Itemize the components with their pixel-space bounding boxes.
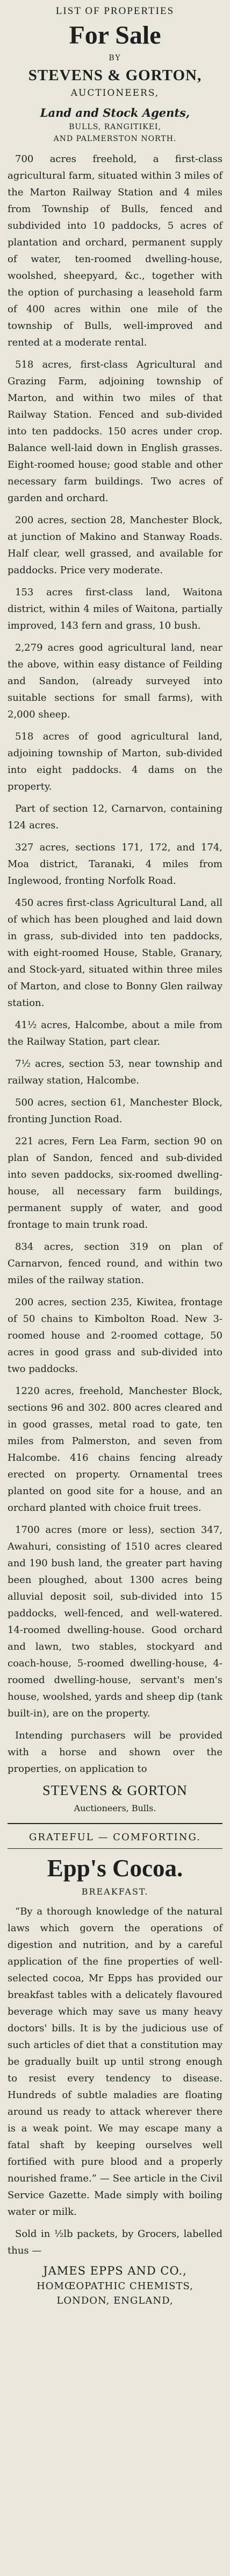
listing-14: 834 acres, section 319 on plan of Carnarvon, fenced round, and within two miles of the railway station. — [8, 1241, 222, 1286]
cocoa-body: “By a thorough knowledge of the natural laws which govern the operations of digestion and nutrition, and by a careful application of the fine properties of well-selected cocoa, Mr Epps has provided our breakfast tables with a delicately flavoured beverage which may save us many heavy doctors' bills. It is by the judicious use of such articles of diet that a constitution may be gradually built up until strong enough to resist every tendency to disease. Hundreds of subtle maladies are floating around us ready to attack wherever there is a weak point. We may escape many a fatal shaft by keeping ourselves well fortified with pure blood and a properly nourished frame.” — See article in the Civil Service Gazette. Made simply with boiling water or milk. — [8, 1906, 222, 2218]
listing-16: 1220 acres, freehold, Manchester Block, sections 96 and 302. 800 acres cleared and in good grasses, metal road to gate, ten miles from Palmerston, and seven from Halcombe. 416 chains fencing already erected on property. Ornamental trees planted on good site for a house, and an orchard planted with choice fruit trees. — [8, 1385, 222, 1514]
listing-11: 7½ acres, section 53, near township and railway station, Halcombe. — [8, 1058, 222, 1086]
listing-17: 1700 acres (more or less), section 347, Awahuri, consisting of 1510 acres cleared and 190 bush land, the greater part having been ploughed, about 1300 acres being alluvial deposit soil, sub-divided into 15 paddocks, well-fenced, and well-watered. 14-roomed dwelling-house. Good orchard and lawn, two stables, stockyard and coach-house, 5-roomed dwelling-house, 4-roomed dwelling-house, servant's men's house, woolshed, yards and sheep dip (tank built-in), are on the property. — [8, 1524, 222, 1719]
land-agents-label: Land and Stock Agents, — [40, 106, 190, 119]
listing-7: Part of section 12, Carnarvon, containing 124 acres. — [8, 803, 222, 831]
listing-4: 153 acres first-class land, Waitona district, within 4 miles of Waitona, partially improved, 143 fern and grass, 10 bush. — [8, 587, 222, 631]
maker-name: JAMES EPPS AND CO., — [43, 2264, 187, 2277]
for-sale-title: For Sale — [69, 21, 161, 50]
section-divider — [8, 1823, 222, 1824]
listing-13: 221 acres, Fern Lea Farm, section 90 on plan of Sandon, fenced and sub-divided into seven paddocks, six-roomed dwelling-house, all necessary farm buildings, permanent supply of water, and good frontage to main trunk road. — [8, 1136, 222, 1230]
footer-auctioneers: Auctioneers, Bulls. — [74, 1803, 156, 1813]
properties-advertisement — [8, 5, 222, 143]
cocoa-advertisement — [8, 1832, 222, 2306]
auctioneers-label: AUCTIONEERS, — [70, 88, 160, 98]
firm-name: STEVENS & GORTON, — [28, 67, 202, 84]
cocoa-sold: Sold in ½lb packets, by Grocers, labelled thus — — [8, 2228, 222, 2256]
cocoa-tagline: GRATEFUL — COMFORTING. — [29, 1832, 201, 1843]
listing-8: 327 acres, sections 171, 172, and 174, Moa district, Taranaki, 4 miles from Inglewood, fronting Norfolk Road. — [8, 842, 222, 886]
listing-3: 200 acres, section 28, Manchester Block, at junction of Makino and Stanway Roads. Half clear, well grassed, and available for paddocks. Price very moderate. — [8, 515, 222, 576]
homeopathic-label: HOMŒOPATHIC CHEMISTS, — [37, 2281, 193, 2292]
list-label: LIST OF PROPERTIES — [55, 5, 175, 17]
cocoa-divider — [8, 1848, 222, 1849]
location-line-1: BULLS, RANGITIKEI, — [69, 123, 161, 131]
by-label: BY — [109, 54, 121, 62]
listing-5: 2,279 acres good agricultural land, near the above, within easy distance of Feilding and Sandon, (already surveyed into suitable sections for small farms), with 2,000 sheep. — [8, 642, 222, 720]
footer-firm-name: STEVENS & GORTON — [42, 1783, 188, 1798]
breakfast-label: BREAKFAST. — [81, 1887, 149, 1897]
location-line-2: AND PALMERSTON NORTH. — [53, 135, 177, 143]
listing-10: 41½ acres, Halcombe, about a mile from the Railway Station, part clear. — [8, 1019, 222, 1047]
closing-note: Intending purchasers will be provided with a horse and shown over the properties, on application to — [8, 1730, 222, 1775]
property-listings — [8, 151, 222, 1722]
listing-1: 700 acres freehold, a first-class agricultural farm, situated within 3 miles of the Marton Railway Station and 4 miles from Township of Bulls, fenced and subdivided into 10 paddocks, 5 acres of plantation and orchard, permanent supply of water, ten-roomed dwelling-house, woolshed, sheepyard, &c., together with the option of purchasing a leasehold farm of 400 acres within one mile of the township of Bulls, well-improved and rented at a moderate rental. — [8, 153, 222, 348]
listing-12: 500 acres, section 61, Manchester Block, fronting Junction Road. — [8, 1097, 222, 1125]
cocoa-title: Epp's Cocoa. — [47, 1855, 183, 1882]
listing-6: 518 acres of good agricultural land, adjoining township of Marton, sub-divided into eight paddocks. 4 dams on the property. — [8, 731, 222, 792]
london-label: LONDON, ENGLAND, — [56, 2295, 174, 2306]
listing-15: 200 acres, section 235, Kiwitea, frontage of 50 chains to Kimbolton Road. New 3-roomed house and 2-roomed cottage, 50 acres in good grass and sub-divided into two paddocks. — [8, 1297, 222, 1375]
listing-9: 450 acres first-class Agricultural Land, all of which has been ploughed and laid down in grass, sub-divided into ten paddocks, with eight-roomed House, Stable, Granary, and Stock-yard, situated within three miles of Marton, and close to Bonny Glen railway station. — [8, 897, 222, 1009]
listing-2: 518 acres, first-class Agricultural and Grazing Farm, adjoining township of Marton, and within two miles of that Railway Station. Fenced and sub-divided into ten paddocks. 150 acres under crop. Balance well-laid down in English grasses. Eight-roomed house; good stable and other necessary farm buildings. Two acres of garden and orchard. — [8, 359, 222, 504]
